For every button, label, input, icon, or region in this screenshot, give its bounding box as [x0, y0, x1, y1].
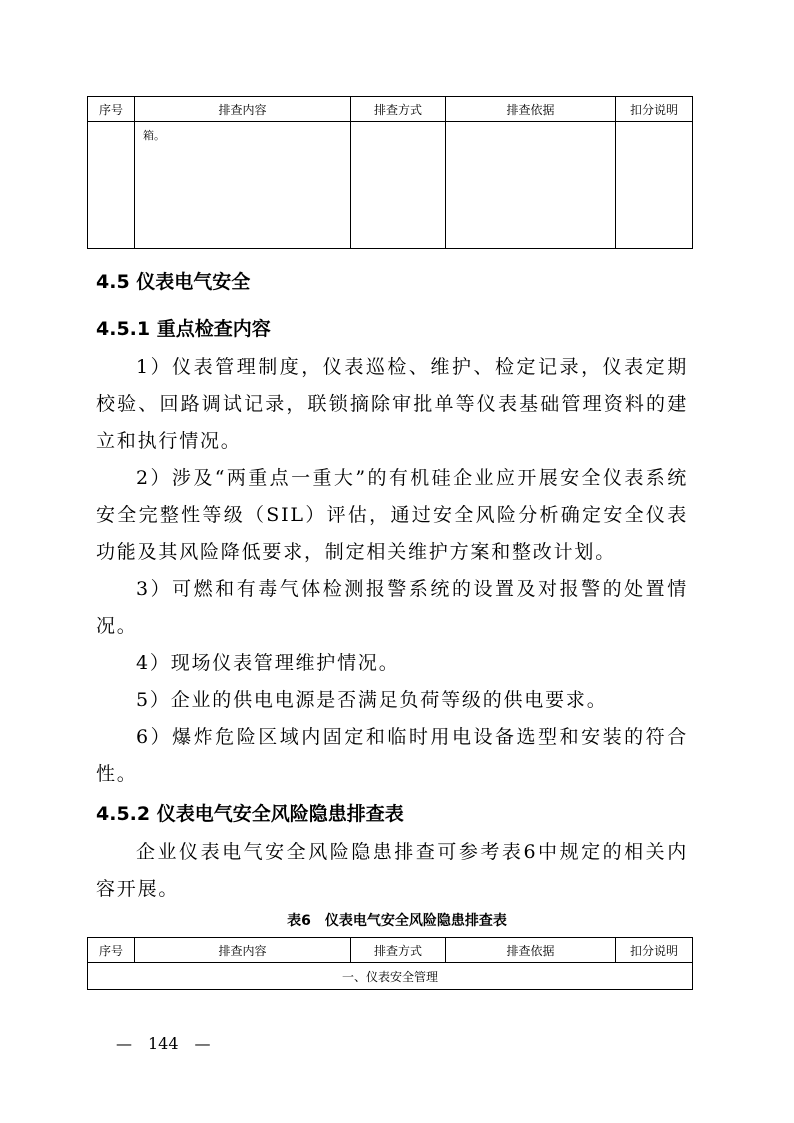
inspection-item-2: 2）涉及“两重点一重大”的有机硅企业应开展安全仪表系统安全完整性等级（SIL）评估，通过安全风险分析确定安全仪表功能及其风险降低要求，制定相关维护方案和整改计划。	[96, 467, 688, 563]
continued-content-text: 箱。	[143, 129, 165, 142]
inspection-item-3: 3）可燃和有毒气体检测报警系统的设置及对报警的处置情况。	[96, 578, 688, 637]
section-heading-4-5: 4.5 仪表电气安全	[96, 271, 251, 293]
table-caption: 表6 仪表电气安全风险隐患排查表	[287, 913, 507, 929]
header-basis: 排查依据	[446, 97, 616, 122]
header-method: 排查方式	[351, 938, 446, 963]
header-no: 序号	[88, 938, 135, 963]
inspection-item-6: 6）爆炸危险区域内固定和临时用电设备选型和安装的符合性。	[96, 726, 688, 785]
subsection-heading-4-5-2: 4.5.2 仪表电气安全风险隐患排查表	[96, 803, 404, 825]
cell-content	[135, 122, 351, 249]
subsection-heading-4-5-1: 4.5.1 重点检查内容	[96, 318, 271, 340]
cell-basis	[446, 122, 616, 249]
continued-table	[87, 96, 693, 249]
header-deduction: 扣分说明	[616, 938, 693, 963]
table-section-row	[88, 963, 693, 990]
cell-deduction	[616, 122, 693, 249]
table-reference-paragraph: 企业仪表电气安全风险隐患排查可参考表6中规定的相关内容开展。	[96, 841, 688, 900]
table-6	[87, 937, 693, 990]
section-title-cell: 一、仪表安全管理	[88, 963, 693, 990]
inspection-item-1: 1）仪表管理制度，仪表巡检、维护、检定记录，仪表定期校验、回路调试记录，联锁摘除审批单等仪表基础管理资料的建立和执行情况。	[96, 356, 688, 452]
cell-no	[88, 122, 135, 249]
header-basis: 排查依据	[446, 938, 616, 963]
inspection-item-4: 4）现场仪表管理维护情况。	[136, 652, 400, 674]
table-header-row	[88, 938, 693, 963]
cell-method	[351, 122, 446, 249]
page-number: — 144 —	[116, 1034, 211, 1053]
header-method: 排查方式	[351, 97, 446, 122]
header-deduction: 扣分说明	[616, 97, 693, 122]
table-row	[88, 122, 693, 249]
inspection-item-5: 5）企业的供电电源是否满足负荷等级的供电要求。	[136, 689, 608, 711]
header-content: 排查内容	[135, 97, 351, 122]
header-content: 排查内容	[135, 938, 351, 963]
table-header-row	[88, 97, 693, 122]
header-no: 序号	[88, 97, 135, 122]
